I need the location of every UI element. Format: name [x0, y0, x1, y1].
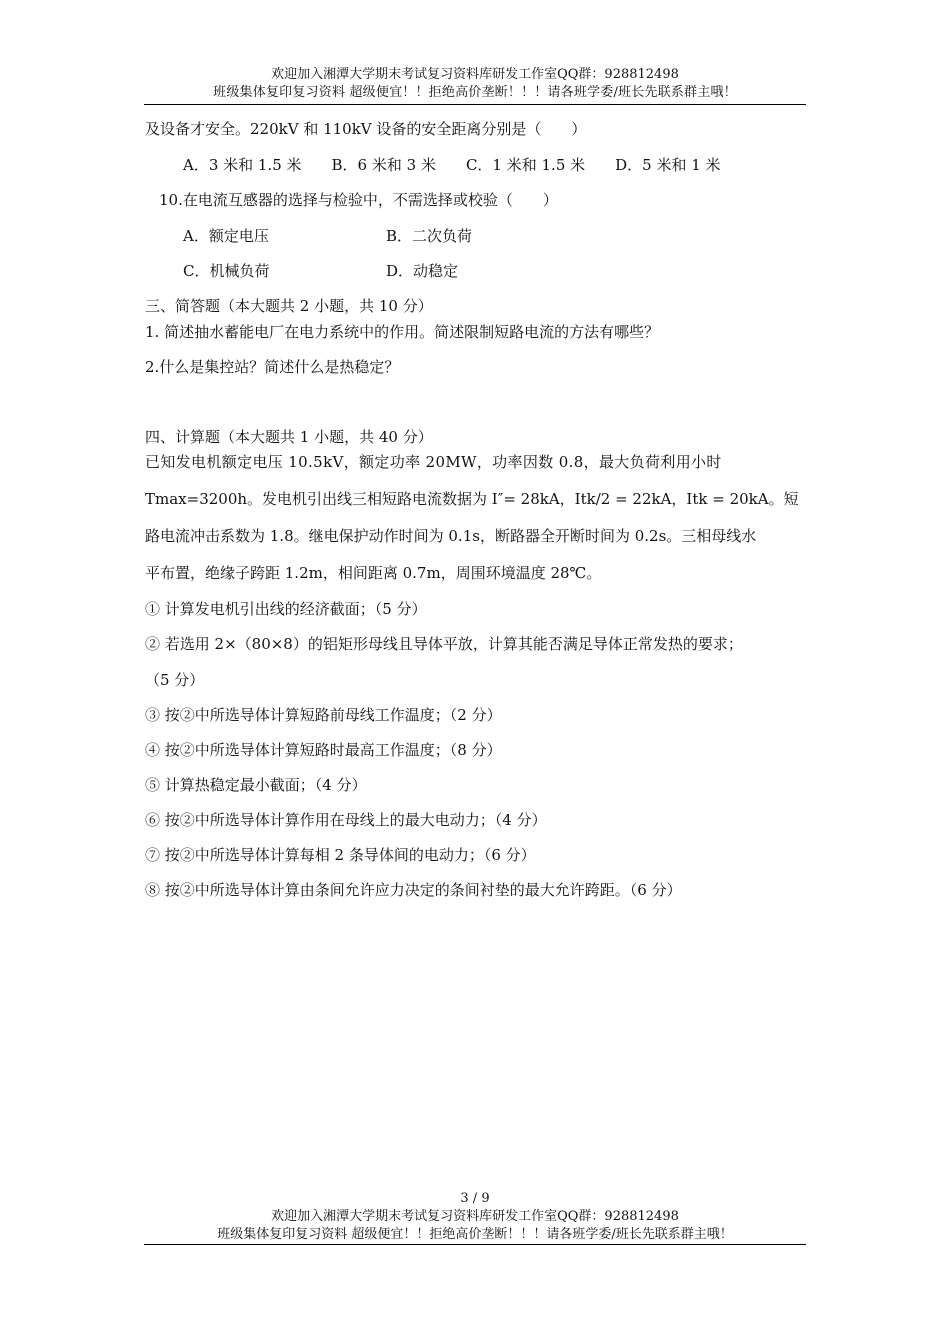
calc-item: ⑤ 计算热稳定最小截面；（4 分） [145, 776, 367, 794]
section-3-question-1: 1. 简述抽水蓄能电厂在电力系统中的作用。简述限制短路电流的方法有哪些？ [145, 323, 660, 341]
header-rule [144, 104, 806, 105]
section-4-paragraph-line: Tmax=3200h。发电机引出线三相短路电流数据为 I″= 28kA，Itk/2 = 22kA，Itk = 20kA。短 [145, 490, 799, 508]
section-3-title: 三、简答题（本大题共 2 小题，共 10 分） [145, 297, 433, 315]
section-4-paragraph-line: 路电流冲击系数为 1.8。继电保护动作时间为 0.1s，断路器全开断时间为 0.2s。三相母线水 [145, 527, 757, 545]
calc-item: ② 若选用 2×（80×8）的铝矩形母线且导体平放，计算其能否满足导体正常发热的要求； [145, 635, 743, 653]
question-10-option-b: B．二次负荷 [386, 227, 473, 245]
section-4-paragraph-line: 平布置，绝缘子跨距 1.2m，相间距离 0.7m，周围环境温度 28℃。 [145, 564, 602, 582]
calc-item: ① 计算发电机引出线的经济截面；（5 分） [145, 600, 427, 618]
page-header [0, 66, 950, 102]
question-9-options: A．3 米和 1.5 米 B．6 米和 3 米 C．1 米和 1.5 米 D．5 米和 1 米 [183, 156, 721, 174]
header-line-2: 班级集体复印复习资料 超级便宜！！拒绝高价垄断！！！请各班学委/班长先联系群主哦！ [213, 85, 737, 100]
section-3-question-2: 2.什么是集控站？简述什么是热稳定？ [145, 358, 400, 376]
section-4-title: 四、计算题（本大题共 1 小题，共 40 分） [145, 428, 433, 446]
header-line-1: 欢迎加入湘潭大学期末考试复习资料库研发工作室QQ群：928812498 [271, 67, 679, 82]
calc-item: ⑥ 按②中所选导体计算作用在母线上的最大电动力；（4 分） [145, 811, 547, 829]
calc-item: ⑦ 按②中所选导体计算每相 2 条导体间的电动力；（6 分） [145, 846, 536, 864]
calc-item: ⑧ 按②中所选导体计算由条间允许应力决定的条间衬垫的最大允许跨距。（6 分） [145, 881, 682, 899]
footer-rule [144, 1244, 806, 1245]
section-4-paragraph-line: 已知发电机额定电压 10.5kV，额定功率 20MW，功率因数 0.8，最大负荷利用小时 [145, 453, 722, 471]
question-9-tail: 及设备才安全。220kV 和 110kV 设备的安全距离分别是（ ） [145, 120, 587, 138]
calc-item: ④ 按②中所选导体计算短路时最高工作温度；（8 分） [145, 741, 502, 759]
question-10-option-c: C．机械负荷 [183, 262, 270, 280]
footer-line-1: 欢迎加入湘潭大学期末考试复习资料库研发工作室QQ群：928812498 [271, 1209, 679, 1224]
footer-line-2: 班级集体复印复习资料 超级便宜！！拒绝高价垄断！！！请各班学委/班长先联系群主哦！ [217, 1227, 733, 1242]
calc-item: ③ 按②中所选导体计算短路前母线工作温度；（2 分） [145, 706, 502, 724]
page-footer [0, 1190, 950, 1244]
page-number: 3 / 9 [460, 1191, 490, 1206]
calc-item: （5 分） [145, 671, 205, 689]
question-10-option-d: D．动稳定 [386, 262, 459, 280]
question-10-option-a: A．额定电压 [183, 227, 269, 245]
question-10-stem: 10.在电流互感器的选择与检验中，不需选择或校验（ ） [159, 191, 558, 209]
